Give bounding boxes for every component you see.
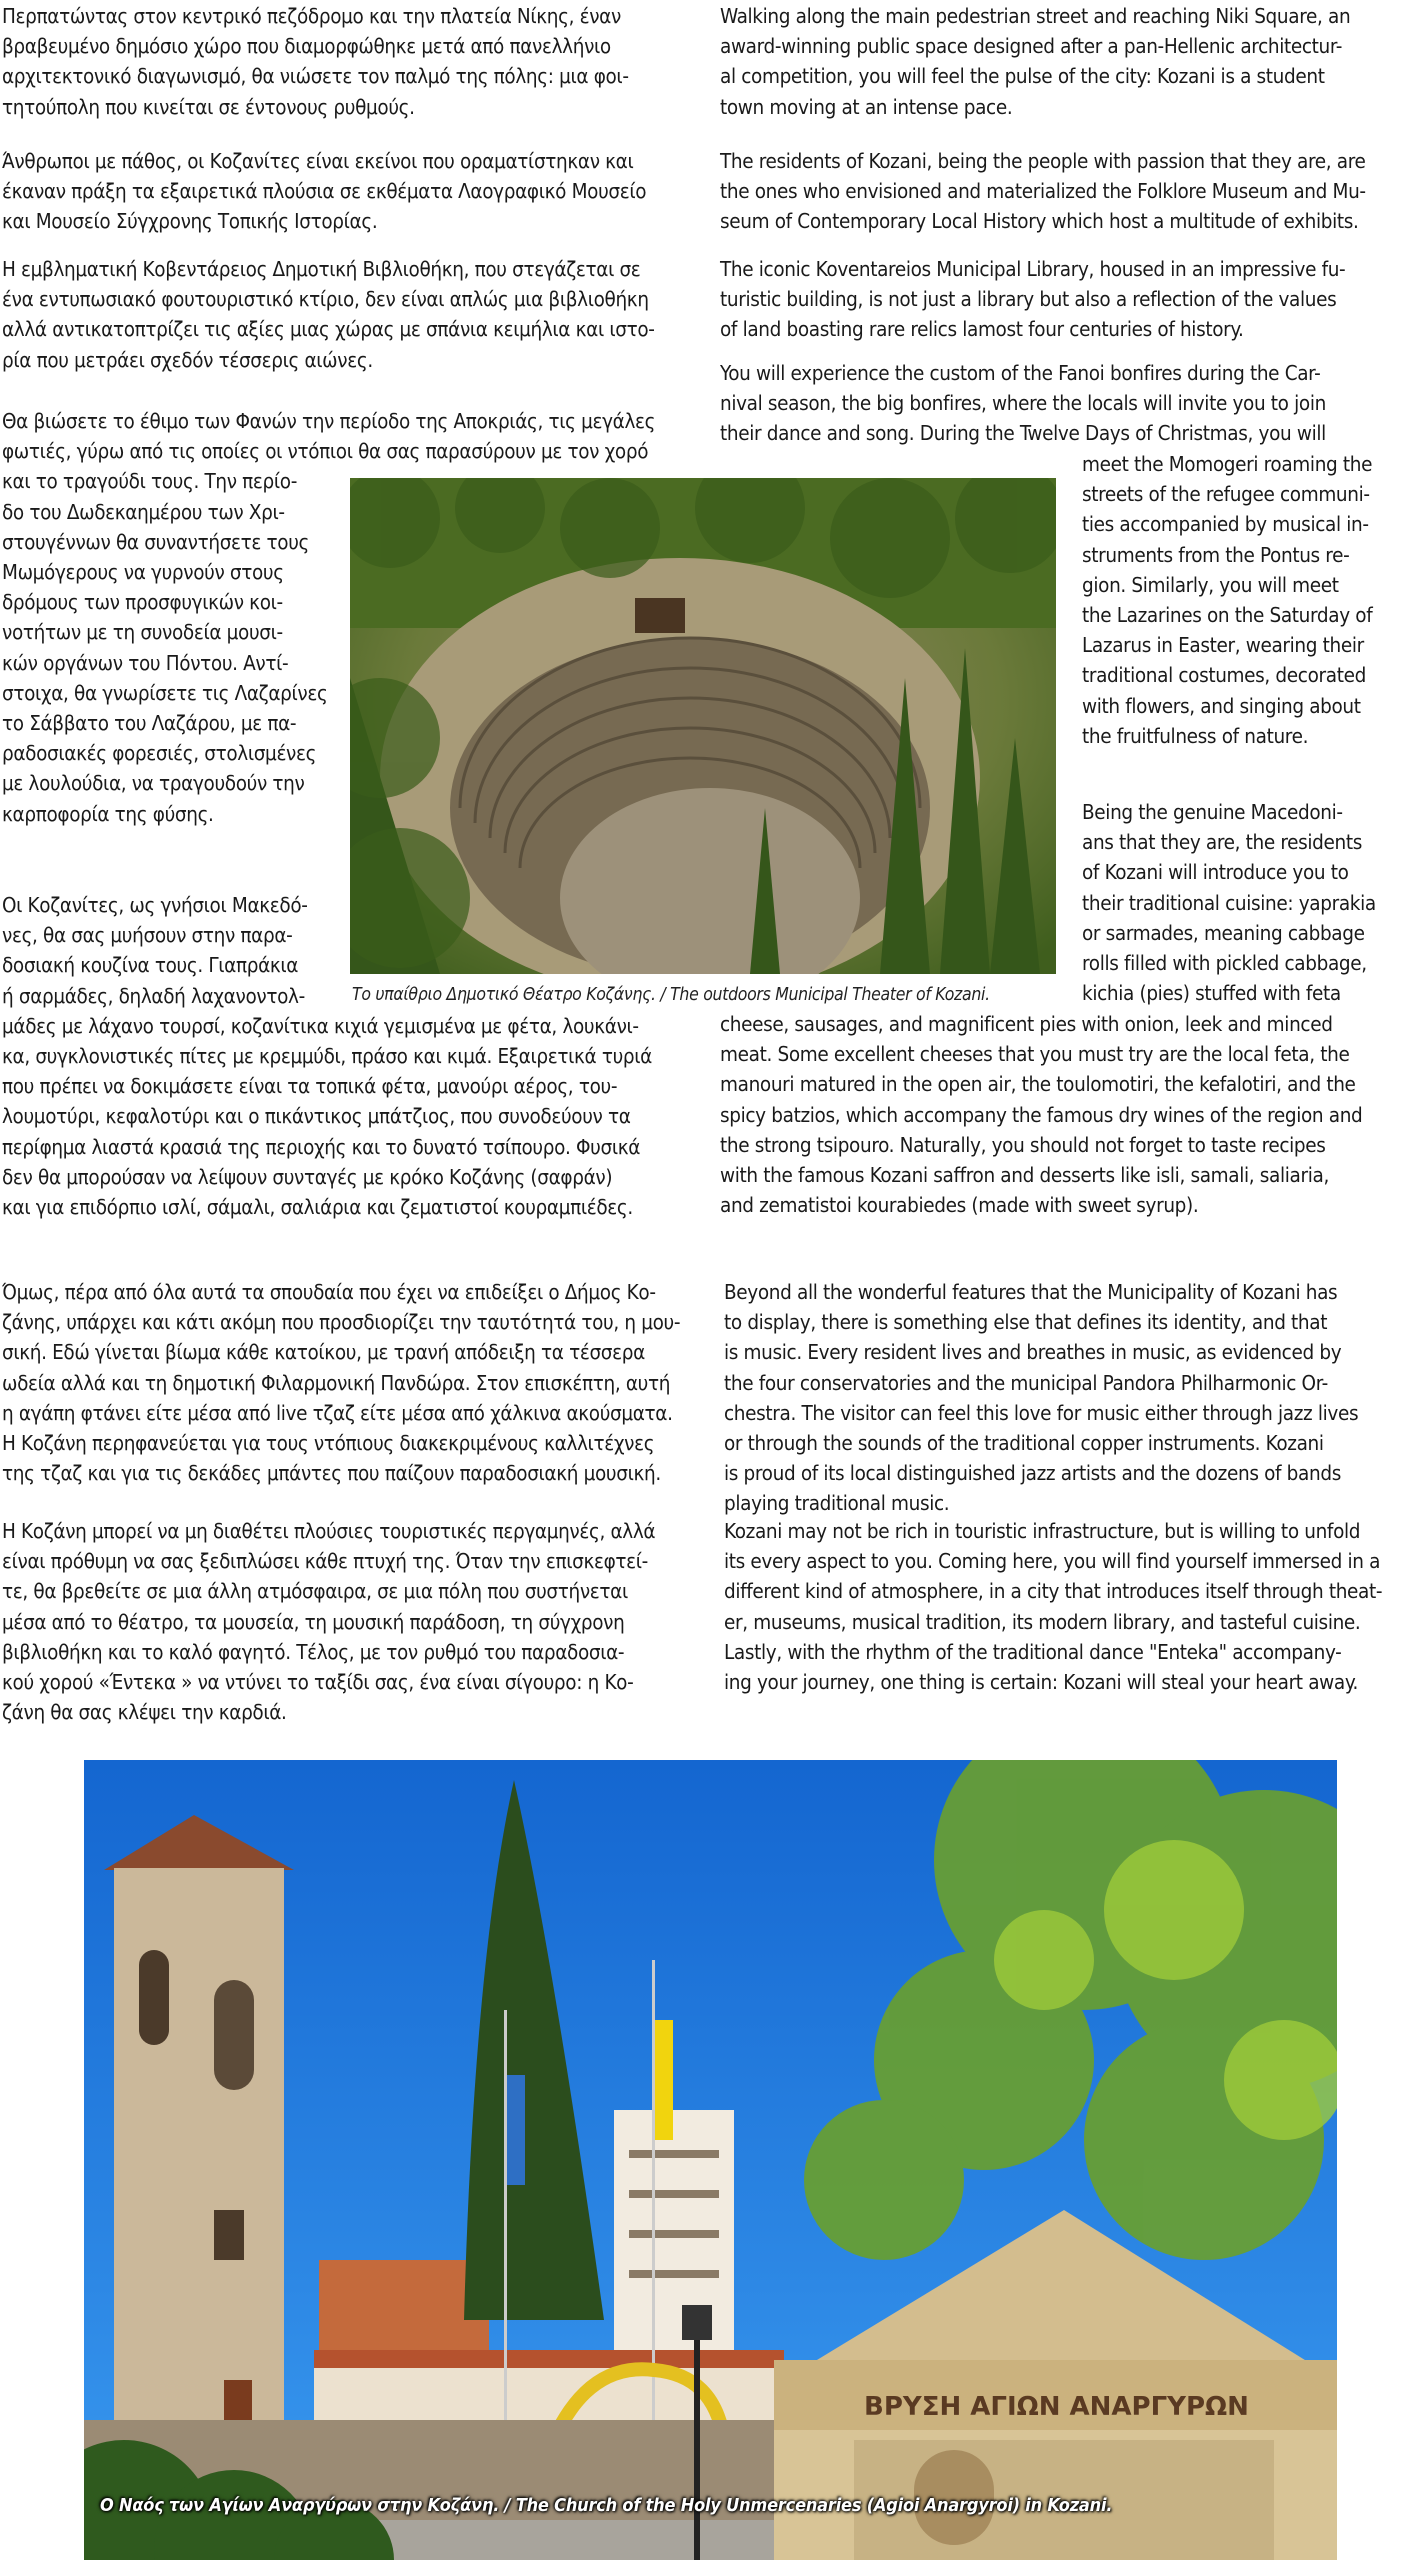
text-line: streets of the refugee communi- bbox=[1082, 482, 1370, 507]
text-line: is proud of its local distinguished jazz artists and the dozens of bands bbox=[724, 1461, 1341, 1486]
text-line: στουγέννων θα συναντήσετε τους bbox=[2, 529, 310, 554]
text-line: the ones who envisioned and materialized the Folklore Museum and Mu- bbox=[720, 179, 1366, 204]
text-line: λουμοτύρι, κεφαλοτύρι και ο πικάντικος μπάτζιος, που συνοδεύουν τα bbox=[2, 1104, 631, 1129]
text-line: δεν θα μπορούσαν να λείψουν συνταγές με κρόκο Κοζάνης (σαφράν) bbox=[2, 1164, 613, 1189]
text-line: αρχιτεκτονικό διαγωνισμό, θα νιώσετε τον παλμό της πόλης: μια φοι- bbox=[2, 64, 629, 89]
text-line: kichia (pies) stuffed with feta bbox=[1082, 981, 1341, 1006]
text-line: meet the Momogeri roaming the bbox=[1082, 452, 1373, 476]
text-line: στοιχα, θα γνωρίσετε τις Λαζαρίνες bbox=[2, 680, 328, 705]
text-line: You will experience the custom of the Fanoi bonfires during the Car- bbox=[720, 361, 1321, 385]
text-line: ένα εντυπωσιακό φουτουριστικό κτίριο, δεν είναι απλώς μια βιβλιοθήκη bbox=[2, 287, 649, 312]
church-caption: Ο Ναός των Αγίων Αναργύρων στην Κοζάνη. / The Church of the Holy Unmercenaries (Agioi Anargyroi) in Kozani. bbox=[100, 2495, 1113, 2516]
text-line: ωδεία αλλά και τη δημοτική Φιλαρμονική Πανδώρα. Στον επισκέπτη, αυτή bbox=[2, 1370, 671, 1395]
text-line: to display, there is something else that defines its identity, and that bbox=[724, 1310, 1328, 1335]
text-line: βραβευμένο δημόσιο χώρο που διαμορφώθηκε μετά από πανελλήνιο bbox=[2, 34, 611, 59]
text-line: Being the genuine Macedoni- bbox=[1082, 800, 1343, 824]
text-line: μάδες με λάχανο τουρσί, κοζανίτικα κιχιά γεμισμένα με φέτα, λουκάνι- bbox=[2, 1013, 639, 1038]
text-line: και για επιδόρπιο ισλί, σάμαλι, σαλιάρια και ζεματιστοί κουραμπιέδες. bbox=[2, 1195, 633, 1219]
text-line: different kind of atmosphere, in a city that introduces itself through theat- bbox=[724, 1579, 1383, 1604]
text-line: τε, θα βρεθείτε σε μια άλλη ατμόσφαιρα, σε μια πόλη που συστήνεται bbox=[2, 1579, 628, 1604]
text-line: έκαναν πράξη τα εξαιρετικά πλούσια σε εκθέματα Λαογραφικό Μουσείο bbox=[2, 179, 647, 204]
text-line: playing traditional music. bbox=[724, 1491, 950, 1516]
text-line: κών οργάνων του Πόντου. Αντί- bbox=[2, 650, 289, 675]
text-line: rolls filled with pickled cabbage, bbox=[1082, 951, 1367, 975]
text-line: The iconic Koventareios Municipal Library, housed in an impressive fu- bbox=[720, 257, 1346, 281]
text-line: η αγάπη φτάνει είτε μέσα από live τζαζ είτε μέσα από χάλκινα ακούσματα. bbox=[2, 1400, 673, 1425]
text-line: βιβλιοθήκη και το καλό φαγητό. Τέλος, με τον ρυθμό του παραδοσια- bbox=[2, 1639, 625, 1664]
text-line: nival season, the big bonfires, where the locals will invite you to join bbox=[720, 391, 1326, 416]
text-line: Lazarus in Easter, wearing their bbox=[1082, 633, 1364, 658]
text-line: Οι Κοζανίτες, ως γνήσιοι Μακεδό- bbox=[2, 893, 308, 917]
text-line: struments from the Pontus re- bbox=[1082, 542, 1350, 567]
text-line: spicy batzios, which accompany the famous dry wines of the region and bbox=[720, 1102, 1363, 1127]
text-line: meat. Some excellent cheeses that you must try are the local feta, the bbox=[720, 1042, 1350, 1067]
text-line: κα, συγκλονιστικές πίτες με κρεμμύδι, πράσο και κιμά. Εξαιρετικά τυριά bbox=[2, 1044, 652, 1068]
text-line: town moving at an intense pace. bbox=[720, 94, 1013, 119]
text-line: είναι πρόθυμη να σας ξεδιπλώσει κάθε πτυχή της. Όταν την επισκεφτεί- bbox=[2, 1549, 648, 1574]
text-line: τητούπολη που κινείται σε έντονους ρυθμούς. bbox=[2, 94, 415, 119]
text-line: ζάνης, υπάρχει και κάτι ακόμη που προσδιορίζει την ταυτότητά του, η μου- bbox=[2, 1310, 681, 1335]
text-line: Η Κοζάνη μπορεί να μη διαθέτει πλούσιες τουριστικές περγαμηνές, αλλά bbox=[2, 1519, 656, 1543]
text-line: gion. Similarly, you will meet bbox=[1082, 572, 1339, 597]
text-line: νοτήτων με τη συνοδεία μουσι- bbox=[2, 620, 283, 645]
text-line: manouri matured in the open air, the toulomotiri, the kefalotiri, and the bbox=[720, 1072, 1356, 1097]
text-line: Μωμόγερους να γυρνούν στους bbox=[2, 560, 284, 584]
theater-caption: Το υπαίθριο Δημοτικό Θέατρο Κοζάνης. / The outdoors Municipal Theater of Kozani. bbox=[352, 985, 990, 1005]
text-line: δοσιακή κουζίνα τους. Γιαπράκια bbox=[2, 953, 299, 978]
text-line: The residents of Kozani, being the people with passion that they are, are bbox=[720, 149, 1366, 173]
text-line: καρποφορία της φύσης. bbox=[2, 801, 214, 826]
text-line: Η εμβληματική Κοβεντάρειος Δημοτική Βιβλιοθήκη, που στεγάζεται σε bbox=[2, 257, 641, 281]
text-line: or through the sounds of the traditional copper instruments. Kozani bbox=[724, 1431, 1324, 1455]
text-line: Θα βιώσετε το έθιμο των Φανών την περίοδο της Αποκριάς, τις μεγάλες bbox=[2, 409, 656, 433]
text-line: κού χορού «Έντεκα » να ντύνει το ταξίδι σας, ένα είναι σίγουρο: η Κο- bbox=[2, 1670, 634, 1694]
text-line: της τζαζ και για τις δεκάδες μπάντες που παίζουν παραδοσιακή μουσική. bbox=[2, 1461, 661, 1486]
text-line: και Μουσείο Σύγχρονης Τοπικής Ιστορίας. bbox=[2, 209, 378, 234]
text-line: chestra. The visitor can feel this love for music either through jazz lives bbox=[724, 1400, 1359, 1425]
text-line: Άνθρωποι με πάθος, οι Κοζανίτες είναι εκείνοι που οραματίστηκαν και bbox=[2, 149, 634, 173]
text-line: er, museums, musical tradition, its modern library, and tasteful cuisine. bbox=[724, 1609, 1361, 1634]
text-line: αλλά αντικατοπτρίζει τις αξίες μιας χώρας με σπάνια κειμήλια και ιστο- bbox=[2, 317, 655, 342]
text-line: Kozani may not be rich in touristic infrastructure, but is willing to unfold bbox=[724, 1519, 1361, 1543]
text-line: the four conservatories and the municipal Pandora Philharmonic Or- bbox=[724, 1370, 1328, 1395]
text-line: με λουλούδια, να τραγουδούν την bbox=[2, 771, 305, 796]
text-line: of Kozani will introduce you to bbox=[1082, 860, 1349, 885]
text-line: Όμως, πέρα από όλα αυτά τα σπουδαία που έχει να επιδείξει ο Δήμος Κο- bbox=[2, 1280, 656, 1304]
text-line: their traditional cuisine: yaprakia bbox=[1082, 890, 1376, 915]
text-line: seum of Contemporary Local History which host a multitude of exhibits. bbox=[720, 209, 1359, 234]
text-line: with flowers, and singing about bbox=[1082, 693, 1361, 718]
text-line: ties accompanied by musical in- bbox=[1082, 512, 1369, 537]
text-line: its every aspect to you. Coming here, you will find yourself immersed in a bbox=[724, 1549, 1381, 1574]
text-line: δρόμους των προσφυγικών κοι- bbox=[2, 590, 283, 615]
text-line: ρία που μετράει σχεδόν τέσσερις αιώνες. bbox=[2, 347, 373, 372]
text-line: al competition, you will feel the pulse of the city: Kozani is a student bbox=[720, 64, 1325, 89]
church-photo bbox=[84, 1760, 1337, 2560]
text-line: cheese, sausages, and magnificent pies with onion, leek and minced bbox=[720, 1012, 1333, 1036]
text-line: και το τραγούδι τους. Την περίο- bbox=[2, 469, 298, 494]
text-line: Lastly, with the rhythm of the traditional dance "Enteka" accompany- bbox=[724, 1639, 1342, 1664]
theater-photo-graphic bbox=[350, 478, 1056, 974]
text-line: δο του Δωδεκαημέρου των Χρι- bbox=[2, 499, 285, 524]
text-line: μέσα από το θέατρο, τα μουσεία, τη μουσική παράδοση, τη σύγχρονη bbox=[2, 1609, 625, 1634]
text-line: turistic building, is not just a library but also a reflection of the values bbox=[720, 287, 1337, 312]
text-line: φωτιές, γύρω από τις οποίες οι ντόπιοι θα σας παρασύρουν με τον χορό bbox=[2, 439, 649, 464]
text-line: νες, θα σας μυήσουν στην παρα- bbox=[2, 923, 293, 948]
text-line: ραδοσιακές φορεσιές, στολισμένες bbox=[2, 741, 317, 766]
text-line: σική. Εδώ γίνεται βίωμα κάθε κατοίκου, με τρανή απόδειξη τα τέσσερα bbox=[2, 1340, 645, 1365]
text-line: of land boasting rare relics lamost four centuries of history. bbox=[720, 317, 1244, 342]
text-line: Η Κοζάνη περηφανεύεται για τους ντόπιους διακεκριμένους καλλιτέχνες bbox=[2, 1431, 655, 1455]
text-line: award-winning public space designed after a pan-Hellenic architectur- bbox=[720, 34, 1343, 59]
text-line: and zematistoi kourabiedes (made with sweet syrup). bbox=[720, 1193, 1199, 1218]
theater-photo bbox=[350, 478, 1056, 974]
text-line: the Lazarines on the Saturday of bbox=[1082, 603, 1373, 627]
text-line: Beyond all the wonderful features that the Municipality of Kozani has bbox=[724, 1280, 1338, 1304]
text-line: Walking along the main pedestrian street and reaching Niki Square, an bbox=[720, 4, 1351, 28]
text-line: ans that they are, the residents bbox=[1082, 830, 1363, 855]
text-line: the strong tsipouro. Naturally, you should not forget to taste recipes bbox=[720, 1132, 1326, 1157]
church-photo-graphic bbox=[84, 1760, 1337, 2560]
text-line: with the famous Kozani saffron and desserts like isli, samali, saliaria, bbox=[720, 1163, 1329, 1187]
text-line: traditional costumes, decorated bbox=[1082, 663, 1366, 688]
text-line: Περπατώντας στον κεντρικό πεζόδρομο και την πλατεία Νίκης, έναν bbox=[2, 4, 621, 28]
text-line: their dance and song. During the Twelve Days of Christmas, you will bbox=[720, 421, 1326, 446]
text-line: is music. Every resident lives and breathes in music, as evidenced by bbox=[724, 1340, 1342, 1365]
text-line: ζάνη θα σας κλέψει την καρδιά. bbox=[2, 1700, 287, 1725]
text-line: the fruitfulness of nature. bbox=[1082, 723, 1309, 748]
text-line: το Σάββατο του Λαζάρου, με πα- bbox=[2, 711, 297, 735]
text-line: που πρέπει να δοκιμάσετε είναι τα τοπικά φέτα, μανούρι αέρος, του- bbox=[2, 1074, 618, 1099]
fountain-sign: ΒΡΥΣΗ ΑΓΙΩΝ ΑΝΑΡΓΥΡΩΝ bbox=[864, 2392, 1249, 2422]
text-line: or sarmades, meaning cabbage bbox=[1082, 920, 1365, 945]
text-line: ή σαρμάδες, δηλαδή λαχανοντολ- bbox=[2, 983, 305, 1008]
text-line: περίφημα λιαστά κρασιά της περιοχής και το δυνατό τσίπουρο. Φυσικά bbox=[2, 1134, 641, 1159]
text-line: ing your journey, one thing is certain: Kozani will steal your heart away. bbox=[724, 1670, 1358, 1694]
